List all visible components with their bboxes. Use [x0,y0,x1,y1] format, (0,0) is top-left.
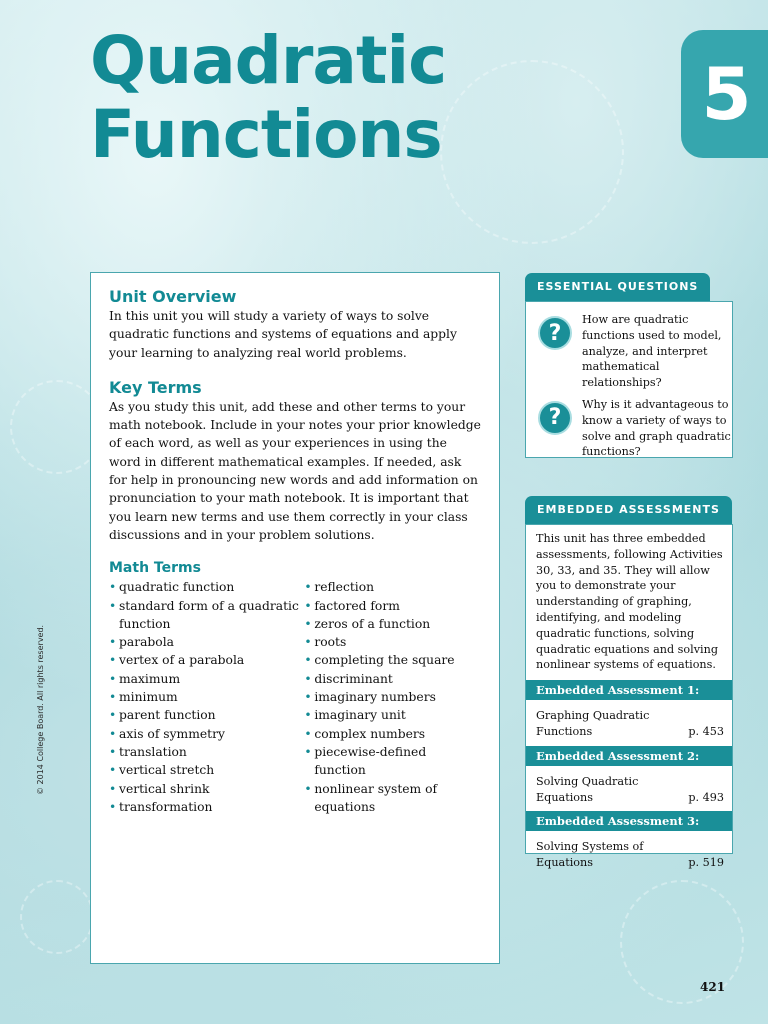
math-term: • parabola [109,633,304,651]
essential-question-item [526,312,732,391]
math-terms-heading: Math Terms [109,560,201,577]
key-terms-text: As you study this unit, add these and other terms to your math notebook. Include in your notes your prior knowledge of each word, as well as your experiences in using the word in different mathematical examples. If needed, ask for help in pronouncing new words and add information on pronunciation to your math notebook. It is important that you learn new terms and use them correctly in your class discussions and in your problem solutions. [109,399,481,542]
math-terms-list [109,578,481,816]
math-term: • vertical shrink [109,780,304,798]
embedded-assessments-intro: This unit has three embedded assessments, following Activities 30, 33, and 35. They will allow you to demonstrate your understanding of graphing, identifying, and modeling quadratic functions, solving quadratic equations and solving nonlinear systems of equations. [536,532,723,672]
essential-question-item [526,397,732,460]
embedded-assessment-label: Embedded Assessment 3: [526,810,732,831]
embedded-assessments-panel [525,524,733,870]
math-term: • maximum [109,670,304,688]
math-terms-column-1 [109,578,304,816]
embedded-assessment-page: p. 453 [688,724,724,738]
math-terms-column-2 [304,578,481,816]
background-swirl [620,880,744,1004]
math-term: • translation [109,743,304,761]
unit-overview-text: In this unit you will study a variety of ways to solve quadratic functions and systems of equations and apply your learning to analyzing real world problems. [109,309,457,360]
embedded-assessment-label: Embedded Assessment 1: [526,679,732,700]
math-term: • nonlinear system of equations [304,780,481,817]
math-term: • factored form [304,597,481,615]
embedded-assessment-entry [526,831,732,876]
math-term: • completing the square [304,651,481,669]
embedded-assessment-entry [526,700,732,745]
math-term: • imaginary unit [304,706,481,724]
background-swirl [20,880,94,954]
overview-panel [90,272,500,964]
embedded-assessment-title: Solving Systems of Equations [536,840,644,870]
math-term: • complex numbers [304,725,481,743]
math-term: • reflection [304,578,481,596]
essential-question-text: Why is it advantageous to know a variety of ways to solve and graph quadratic functions? [582,397,731,459]
background-swirl [440,60,624,244]
math-term: • vertical stretch [109,761,304,779]
essential-questions-panel [525,301,733,458]
math-term: • roots [304,633,481,651]
copyright-notice: © 2014 College Board. All rights reserved. [36,624,45,795]
embedded-assessment-page: p. 493 [688,790,724,804]
title-line-2: Functions [90,96,442,173]
math-term: • quadratic function [109,578,304,596]
math-term: • zeros of a function [304,615,481,633]
page-title [90,24,446,172]
math-term: • vertex of a parabola [109,651,304,669]
math-term: • transformation [109,798,304,816]
essential-question-text: How are quadratic functions used to model, analyze, and interpret mathematical relationships? [582,313,722,390]
question-mark-icon: ? [538,401,572,435]
math-term: • parent function [109,706,304,724]
question-mark-icon: ? [538,316,572,350]
page-number: 421 [700,980,726,994]
unit-number-tab: 5 [681,30,768,158]
math-term: • axis of symmetry [109,725,304,743]
title-line-1: Quadratic [90,22,447,99]
embedded-assessment-label: Embedded Assessment 2: [526,745,732,766]
embedded-assessment-title: Solving Quadratic Equations [536,774,639,804]
math-term: • piecewise-defined function [304,743,481,780]
math-term: • discriminant [304,670,481,688]
embedded-assessment-title: Graphing Quadratic Functions [536,709,650,738]
math-term: • standard form of a quadratic function [109,597,304,634]
key-terms-heading: Key Terms [109,377,202,397]
embedded-assessment-entry [526,766,732,811]
embedded-assessment-page: p. 519 [688,856,724,870]
math-term: • imaginary numbers [304,688,481,706]
embedded-assessments-heading: EMBEDDED ASSESSMENTS [525,496,732,524]
math-term: • minimum [109,688,304,706]
unit-overview-heading: Unit Overview [109,287,237,306]
essential-questions-heading: ESSENTIAL QUESTIONS [525,273,710,301]
